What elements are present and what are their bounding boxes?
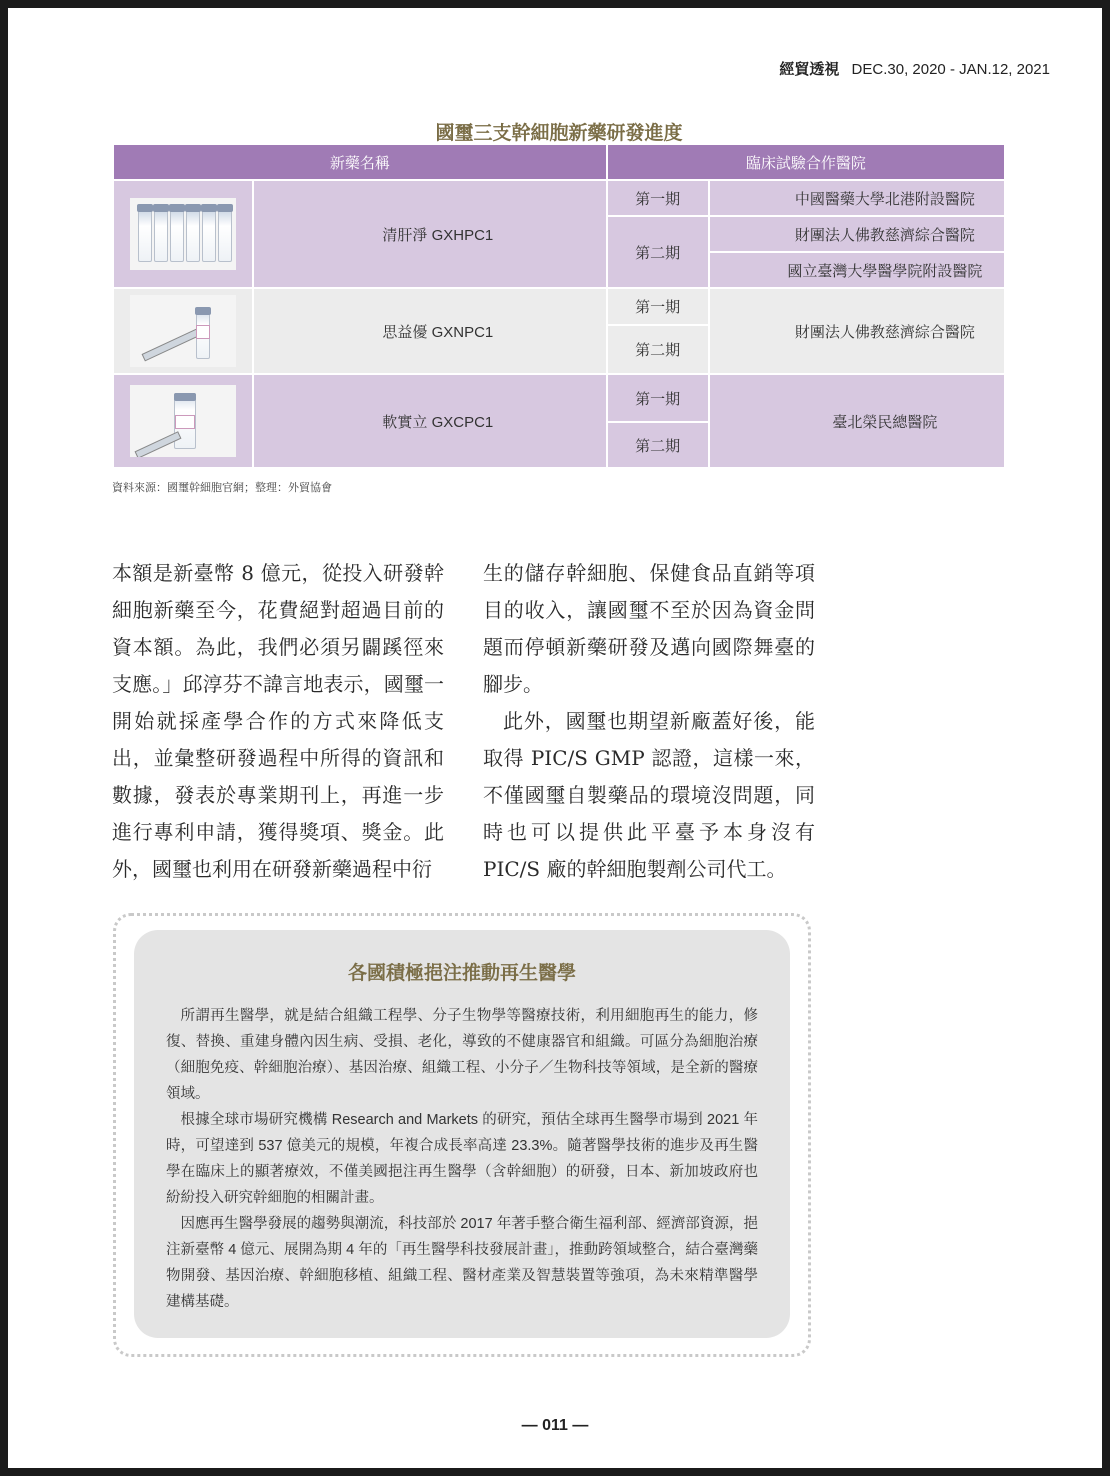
- phase-label: 第一期: [607, 180, 709, 216]
- vials-photo: [130, 198, 236, 270]
- drug-image-cell: [113, 180, 253, 288]
- phase-label: 第一期: [607, 374, 709, 422]
- page-number: — 011 —: [521, 1417, 589, 1434]
- vial-photo: [130, 385, 236, 457]
- hospital-name: 財團法人佛教慈濟綜合醫院: [709, 216, 1005, 252]
- sidebar-title: 各國積極挹注推動再生醫學: [347, 963, 576, 984]
- column-header-hospital: 臨床試驗合作醫院: [607, 144, 1005, 180]
- table-header-row: [113, 144, 1005, 180]
- hospital-name: 中國醫藥大學北港附設醫院: [709, 180, 1005, 216]
- drug-image-cell: [113, 288, 253, 374]
- hospital-name: 國立臺灣大學醫學院附設醫院: [709, 252, 1005, 288]
- magazine-name: 經貿透視: [779, 61, 840, 78]
- syringe-photo: [130, 295, 236, 367]
- phase-label: 第二期: [607, 325, 709, 374]
- drug-name: 軟實立 GXCPC1: [253, 374, 607, 468]
- phase-label: 第二期: [607, 422, 709, 468]
- sidebar-paragraph: 根據全球市場研究機構 Research and Markets 的研究，預估全球再生醫學市場到 2021 年時，可望達到 537 億美元的規模，年複合成長率高達 23.3%。隨著醫學技術的進步及再生醫學在臨床上的顯著療效，不僅美國挹注再生醫學（含幹細胞）的研發，日本、新加坡政府也紛紛投入研究幹細胞的相關計畫。: [166, 1112, 758, 1206]
- page-header: [779, 58, 1050, 79]
- table-source-note: 資料來源：國璽幹細胞官網；整理：外貿協會: [112, 482, 332, 494]
- body-column-left: [112, 555, 444, 888]
- sidebar-paragraph: 因應再生醫學發展的趨勢與潮流，科技部於 2017 年著手整合衛生福利部、經濟部資源，挹注新臺幣 4 億元、展開為期 4 年的「再生醫學科技發展計畫」，推動跨領域整合，結合臺灣藥物開發、基因治療、幹細胞移植、組織工程、醫材產業及智慧裝置等強項，為未來精準醫學建構基礎。: [166, 1216, 758, 1310]
- sidebar-paragraph: 所謂再生醫學，就是結合組織工程學、分子生物學等醫療技術，利用細胞再生的能力，修復、替換、重建身體內因生病、受損、老化，導致的不健康器官和組織。可區分為細胞治療（細胞免疫、幹細胞治療）、基因治療、組織工程、小分子／生物科技等領域，是全新的醫療領域。: [166, 1008, 758, 1102]
- phase-label: 第二期: [607, 216, 709, 288]
- drug-name: 思益優 GXNPC1: [253, 288, 607, 374]
- phase-label: 第一期: [607, 288, 709, 325]
- table-row: [113, 180, 1005, 216]
- hospital-name: 臺北榮民總醫院: [709, 374, 1005, 468]
- column-header-drug: 新藥名稱: [113, 144, 607, 180]
- drug-progress-table: [112, 143, 1006, 469]
- hospital-name: 財團法人佛教慈濟綜合醫院: [709, 288, 1005, 374]
- sidebar-box: [134, 930, 790, 1338]
- issue-date: DEC.30, 2020 - JAN.12, 2021: [851, 61, 1050, 78]
- drug-image-cell: [113, 374, 253, 468]
- body-paragraph: 生的儲存幹細胞、保健食品直銷等項目的收入，讓國璽不至於因為資金問題而停頓新藥研發及邁向國際舞臺的腳步。: [483, 561, 815, 696]
- table-title: 國璽三支幹細胞新藥研發進度: [435, 123, 683, 144]
- body-paragraph: 本額是新臺幣 8 億元，從投入研發幹細胞新藥至今，花費絕對超過目前的資本額。為此，我們必須另闢蹊徑來支應。」邱淳芬不諱言地表示，國璽一開始就採產學合作的方式來降低支出，並彙整研發過程中所得的資訊和數據，發表於專業期刊上，再進一步進行專利申請，獲得獎項、獎金。此外，國璽也利用在研發新藥過程中衍: [112, 561, 444, 881]
- table-row: [113, 288, 1005, 325]
- body-column-right: [483, 555, 815, 888]
- magazine-page: [8, 8, 1102, 1468]
- body-paragraph: 此外，國璽也期望新廠蓋好後，能取得 PIC/S GMP 認證，這樣一來，不僅國璽自製藥品的環境沒問題，同時也可以提供此平臺予本身沒有 PIC/S 廠的幹細胞製劑公司代工。: [483, 709, 815, 881]
- drug-name: 清肝淨 GXHPC1: [253, 180, 607, 288]
- table-row: [113, 374, 1005, 422]
